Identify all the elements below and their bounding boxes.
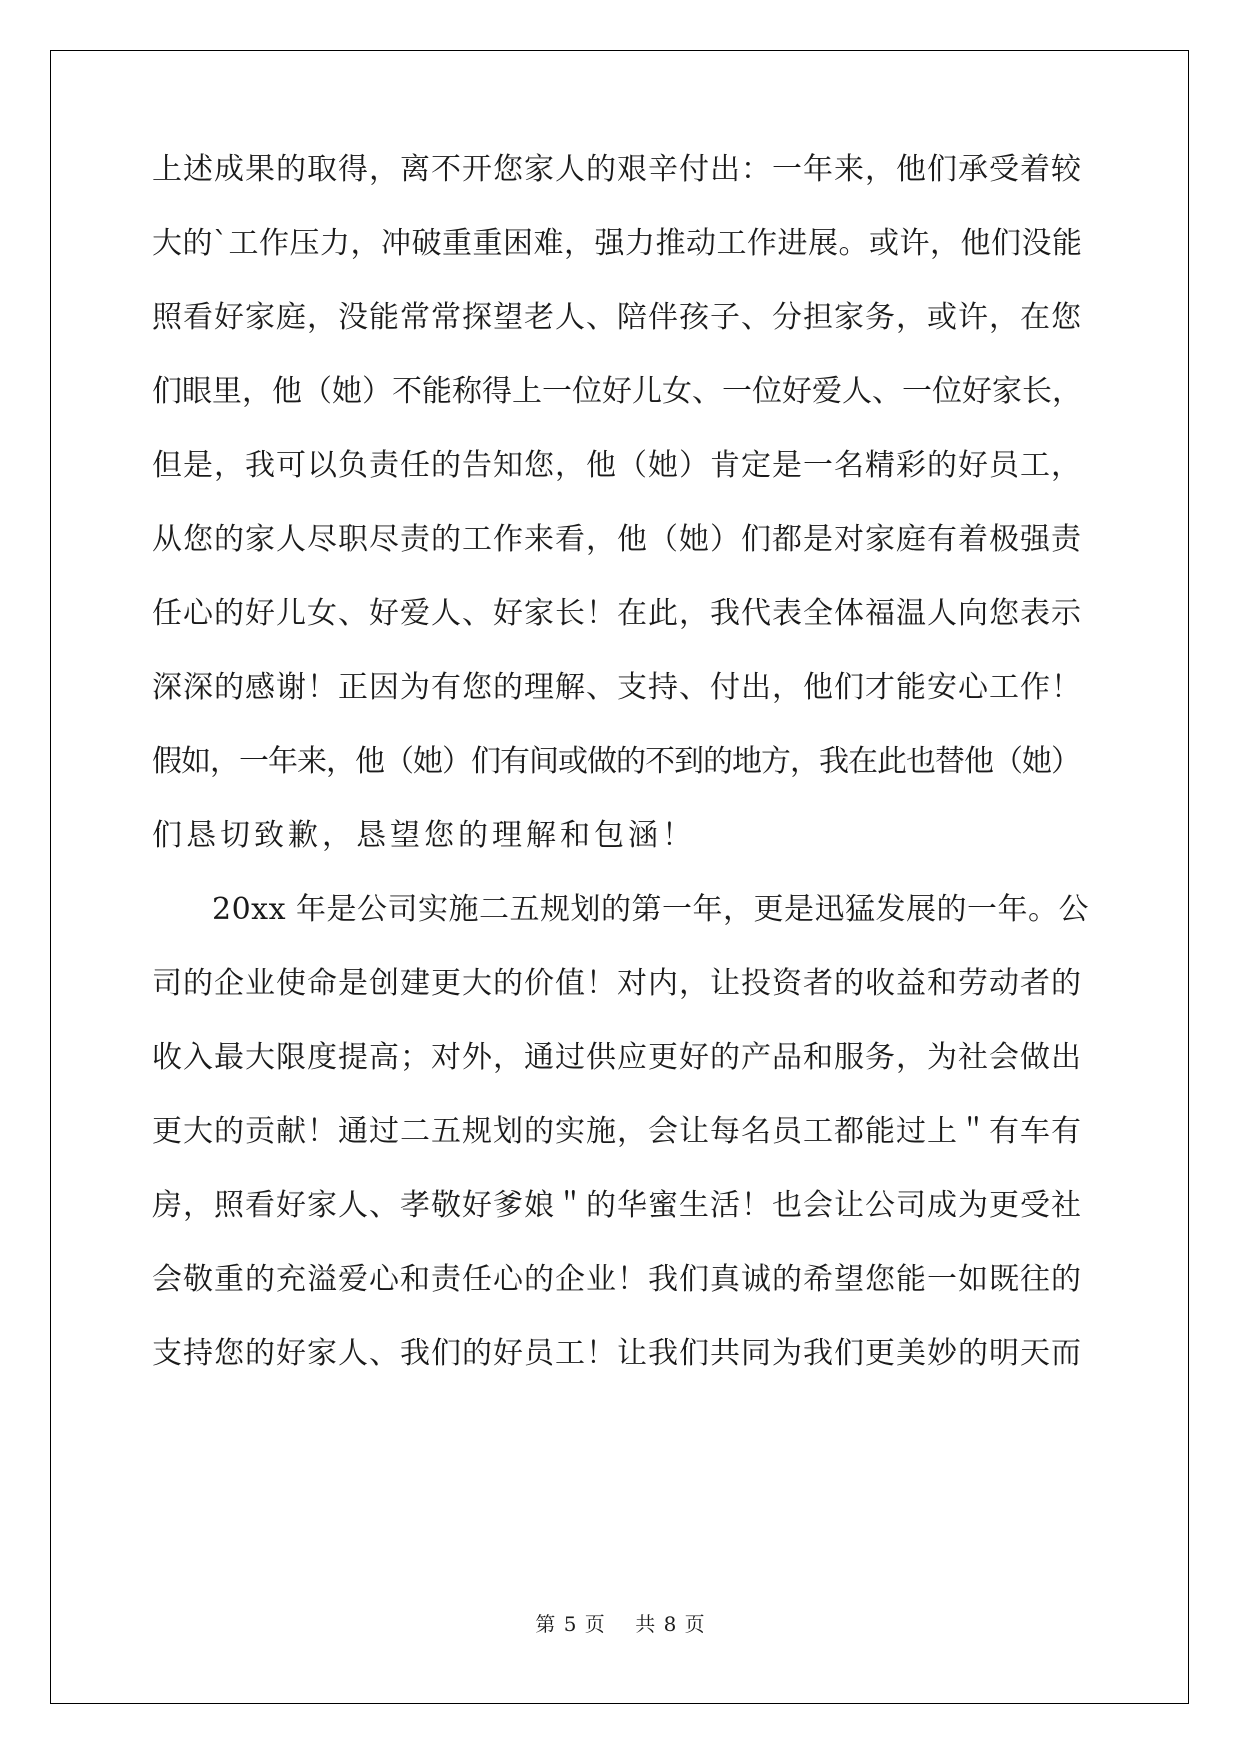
paragraph-1-line-5: 但是，我可以负责任的告知您，他（她）肯定是一名精彩的好员工， xyxy=(152,448,1082,483)
paragraph-1-line-7: 任心的好儿女、好爱人、好家长！在此，我代表全体福温人向您表示 xyxy=(152,596,1082,631)
paragraph-2-line-2: 司的企业使命是创建更大的价值！对内，让投资者的收益和劳动者的 xyxy=(152,966,1082,1001)
paragraph-1-line-6: 从您的家人尽职尽责的工作来看，他（她）们都是对家庭有着极强责 xyxy=(152,522,1082,557)
paragraph-1-line-4: 们眼里，他（她）不能称得上一位好儿女、一位好爱人、一位好家长， xyxy=(152,374,1082,409)
paragraph-2-line-7: 支持您的好家人、我们的好员工！让我们共同为我们更美妙的明天而 xyxy=(152,1336,1082,1371)
paragraph-1-line-3: 照看好家庭，没能常常探望老人、陪伴孩子、分担家务，或许，在您 xyxy=(152,300,1082,335)
paragraph-1-line-8: 深深的感谢！正因为有您的理解、支持、付出，他们才能安心工作！ xyxy=(152,670,1082,705)
paragraph-2-line-6: 会敬重的充溢爱心和责任心的企业！我们真诚的希望您能一如既往的 xyxy=(152,1262,1082,1297)
paragraph-1-line-9: 假如，一年来，他（她）们有间或做的不到的地方，我在此也替他（她） xyxy=(152,744,1080,779)
paragraph-1-line-10: 们恳切致歉，恳望您的理解和包涵！ xyxy=(152,818,696,853)
paragraph-1-line-1: 上述成果的取得，离不开您家人的艰辛付出：一年来，他们承受着较 xyxy=(152,152,1082,187)
paragraph-2-line-5: 房，照看好家人、孝敬好爹娘＂的华蜜生活！也会让公司成为更受社 xyxy=(152,1188,1082,1223)
page-number-footer: 第 5 页 共 8 页 xyxy=(535,1612,706,1636)
paragraph-2-line-1: 20xx 年是公司实施二五规划的第一年，更是迅猛发展的一年。公 xyxy=(212,892,1090,927)
paragraph-2-line-3: 收入最大限度提高；对外，通过供应更好的产品和服务，为社会做出 xyxy=(152,1040,1082,1075)
paragraph-1-line-2: 大的`工作压力，冲破重重困难，强力推动工作进展。或许，他们没能 xyxy=(152,226,1083,261)
paragraph-2-line-4: 更大的贡献！通过二五规划的实施，会让每名员工都能过上＂有车有 xyxy=(152,1114,1082,1149)
